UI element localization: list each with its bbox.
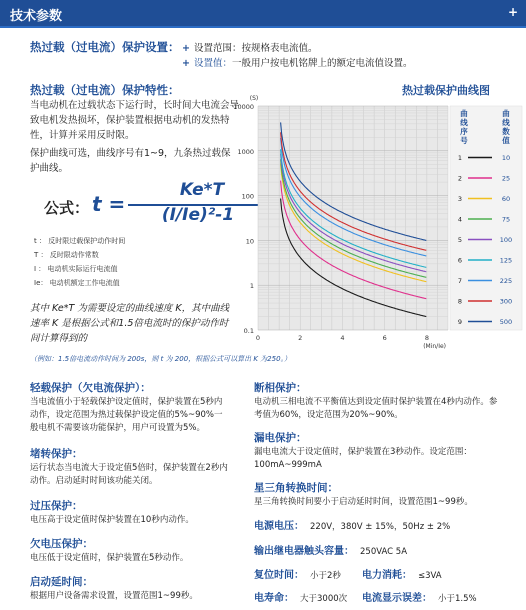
x-tick-label: 4 xyxy=(340,334,345,342)
legend-seq-3: 3 xyxy=(457,195,463,203)
spec-reset: 复位时间： 小于2秒 xyxy=(254,570,341,581)
legend-header-value: 线 xyxy=(502,118,510,127)
legend-header-value: 数 xyxy=(502,127,510,136)
legend-t: t ： 反时限过载保护动作时间 xyxy=(34,237,126,245)
legend-value-9: 500 xyxy=(499,318,513,326)
chart-title: 热过载保护曲线图 xyxy=(402,84,490,97)
plus-icon: + xyxy=(182,58,190,69)
spec-relay: 输出继电器触头容量： 250VAC 5A xyxy=(254,546,408,557)
x-tick-label: 0 xyxy=(255,334,261,342)
legend-header-seq: 线 xyxy=(460,118,468,127)
legend-seq-8: 8 xyxy=(457,297,463,306)
setting-item-range: + 设置范围：按规格表电流值。 xyxy=(182,43,318,54)
header-bar xyxy=(0,0,526,26)
characteristic-heading: 热过载（过电流）保护特性： xyxy=(30,83,180,97)
x-tick-label: 8 xyxy=(424,334,429,342)
section-light-load-title: 轻载保护（欠电流保护）： xyxy=(30,382,151,394)
legend-T: T ： 反时限动作常数 xyxy=(34,251,99,259)
section-phase-loss-text: 电动机三相电流不平衡值达到设定值时保护装置在4秒内动作。参考值为60%，设定范围为20%~90%。 xyxy=(254,397,498,420)
legend-value-1: 10 xyxy=(501,154,511,162)
x-tick-label: 2 xyxy=(298,334,303,342)
characteristic-para2: 保护曲线可选，曲线序号有1~9，九条热过载保护曲线。 xyxy=(30,148,231,174)
legend-header-value: 曲 xyxy=(502,109,510,118)
legend-header-seq: 序 xyxy=(460,127,468,136)
characteristic-para1: 当电动机在过载状态下运行时，长时间大电流会导致电机发热损坏，保护装置根据电动机的发热特性，计算并采用反时限。 xyxy=(30,100,240,141)
formula-note: 其中 Ke*T 为需要设定的曲线速度 K，其中曲线速率 K 是根据公式和1.5倍电流时的保护动作时间计算得到的 xyxy=(30,303,230,344)
spec-consume: 电力消耗： ≤3VA xyxy=(362,570,442,581)
header-title: 技术参数 xyxy=(10,9,63,24)
spec-error: 电流显示误差： 小于1.5% xyxy=(362,593,477,604)
formula-numerator: Ke*T xyxy=(179,180,225,200)
legend-I: I ： 电动机实际运行电流值 xyxy=(34,265,118,273)
legend-seq-7: 7 xyxy=(457,277,463,285)
legend-seq-5: 5 xyxy=(457,236,463,244)
y-axis-label: (S) xyxy=(249,95,259,102)
formula-t: t = xyxy=(92,192,126,216)
spec-life: 电寿命： 大于3000次 xyxy=(254,593,348,604)
section-start-delay-text: 根据用户设备需求设置，设置范围1~99秒。 xyxy=(30,591,198,601)
legend-value-3: 60 xyxy=(501,195,511,203)
legend-seq-2: 2 xyxy=(457,174,463,183)
section-undervoltage-title: 欠电压保护： xyxy=(30,538,93,550)
legend-Ie: Ie： 电动机额定工作电流值 xyxy=(34,279,120,287)
section-overvoltage-title: 过压保护： xyxy=(30,500,83,512)
legend-value-6: 125 xyxy=(499,256,513,265)
section-leakage-text: 漏电电流大于设定值时，保护装置在3秒动作。设定范围：100mA~999mA xyxy=(254,447,472,470)
section-light-load-text: 当电流值小于轻载保护设定值时，保护装置在5秒内动作，设定范围为热过载保护设定值的5%~90%一般电机不需要该功能保护，用户可设置为5%。 xyxy=(30,397,223,433)
section-star-delta-text: 星三角转换时间要小于启动延时时间，设置范围1~99秒。 xyxy=(254,497,473,507)
legend-value-4: 75 xyxy=(501,215,511,224)
x-tick-label: 6 xyxy=(382,334,387,342)
section-start-delay-title: 启动延时间： xyxy=(30,576,93,588)
legend-header-seq: 号 xyxy=(460,136,468,145)
y-tick-label: 1000 xyxy=(237,147,254,156)
setting-item-value: + 设置值：一般用户按电机铭牌上的额定电流值设置。 xyxy=(182,58,413,69)
section-stall-text: 运行状态当电流大于设定值5倍时，保护装置在2秒内动作。启动延时时间该功能关闭。 xyxy=(30,463,228,486)
section-stall-title: 堵转保护： xyxy=(30,448,83,460)
y-tick-label: 0.1 xyxy=(243,327,254,335)
legend-seq-9: 9 xyxy=(457,318,463,326)
legend-header-value: 值 xyxy=(502,136,510,145)
formula-denominator: (I/Ie)²-1 xyxy=(161,205,235,225)
section-undervoltage-text: 电压低于设定值时，保护装置在5秒动作。 xyxy=(30,553,189,563)
setting-heading: 热过载（过电流）保护设置： xyxy=(30,40,180,54)
legend-seq-6: 6 xyxy=(457,256,463,265)
legend-value-7: 225 xyxy=(499,277,513,285)
y-tick-label: 10 xyxy=(245,237,254,246)
formula-example: （例如：1.5倍电流动作时间为 200s，则 t 为 200，根据公式可以算出 K 为250。） xyxy=(30,355,292,363)
section-star-delta-title: 星三角转换时间： xyxy=(254,482,338,494)
expand-icon[interactable]: + xyxy=(507,5,518,19)
section-overvoltage-text: 电压高于设定值时保护装置在10秒内动作。 xyxy=(30,515,194,525)
section-phase-loss-title: 断相保护： xyxy=(254,382,307,394)
legend-header-seq: 曲 xyxy=(460,109,468,118)
x-axis-label: (Min/Ie) xyxy=(423,343,446,350)
section-leakage-title: 漏电保护： xyxy=(254,432,307,444)
legend-value-5: 100 xyxy=(499,236,513,244)
legend-value-2: 25 xyxy=(501,174,511,183)
legend-seq-1: 1 xyxy=(457,154,463,162)
formula-label: 公式： xyxy=(44,199,90,217)
protection-curve-chart xyxy=(228,90,524,350)
y-tick-label: 10000 xyxy=(233,103,254,111)
plus-icon: + xyxy=(182,43,190,54)
legend-value-8: 300 xyxy=(499,297,513,306)
spec-power: 电源电压： 220V，380V ± 15%，50Hz ± 2% xyxy=(254,521,451,532)
y-tick-label: 1 xyxy=(249,282,254,291)
y-tick-label: 100 xyxy=(241,192,254,201)
legend-seq-4: 4 xyxy=(457,215,463,224)
header-divider xyxy=(0,26,526,28)
